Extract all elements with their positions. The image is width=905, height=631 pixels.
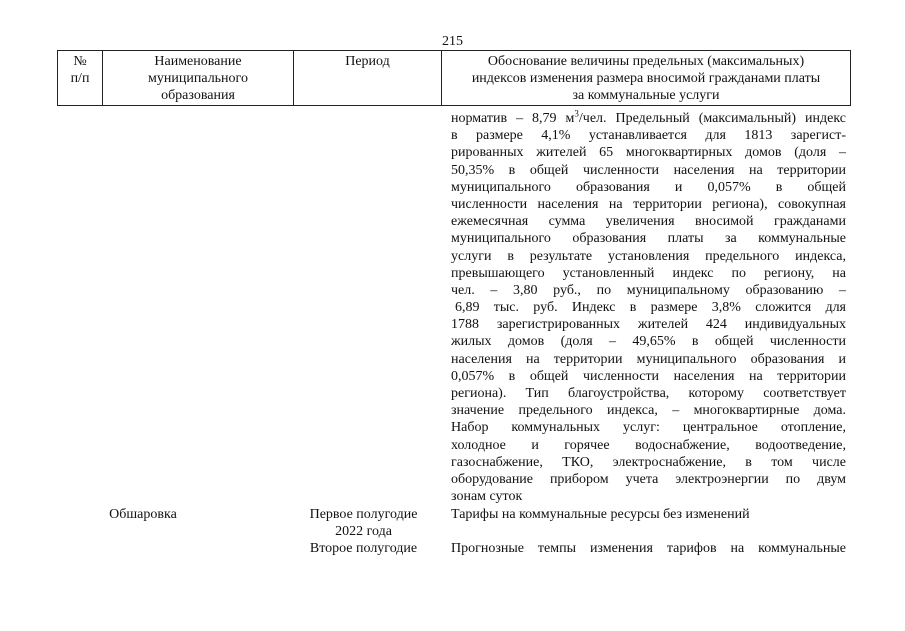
text-line: превышающего установленный индекс по региону, на xyxy=(451,265,846,281)
table-header xyxy=(57,50,851,106)
text-line: 0,057% в общей численности населения на территории xyxy=(451,368,846,384)
justification-first-half: Тарифы на коммунальные ресурсы без изменений xyxy=(451,507,750,522)
text-line: рированных жителей 65 многоквартирных домов (доля – xyxy=(451,145,846,161)
text-line: холодное и горячее водоснабжение, водоотведение, xyxy=(451,437,846,453)
text-line: оборудование прибором учета электроэнергии по двум xyxy=(451,471,846,487)
text-line: норматив – 8,79 $м^3$/чел. Предельный (максимальный) индекс xyxy=(451,108,846,126)
text-line: численности населения на территории региона), совокупная xyxy=(451,196,846,212)
text-line: зонам суток xyxy=(451,489,523,505)
municipality-name: Обшаровка xyxy=(109,507,177,522)
text-line: жилых домов (доля – 49,65% в общей численности xyxy=(451,334,846,350)
period-second-half: Второе полугодие xyxy=(309,541,418,556)
header-col-justification: Обоснование величины предельных (максимальных) индексов изменения размера вносимой гражданами платы за коммунальные услуги xyxy=(442,51,851,106)
text-line: населения на территории муниципального образования и xyxy=(451,351,846,367)
header-col-municipality: Наименование муниципального образования xyxy=(103,51,294,106)
justification-continuation-text xyxy=(451,110,846,505)
text-line: муниципального образования платы за коммунальные xyxy=(451,231,846,247)
text-line: 50,35% в общей численности населения на территории xyxy=(451,162,846,178)
page-number: 215 xyxy=(442,34,463,49)
text-line: чел. – 3,80 руб., по муниципальному образованию – xyxy=(451,282,846,298)
text-line: значение предельного индекса, – многоквартирные дома. xyxy=(451,403,846,419)
justification-second-half: Прогнозные темпы изменения тарифов на коммунальные xyxy=(451,541,846,556)
text-line: Набор коммунальных услуг: центральное отопление, xyxy=(451,420,846,436)
period-first-half: Первое полугодие 2022 года xyxy=(309,507,418,539)
text-line: муниципального образования и 0,057% в общей xyxy=(451,179,846,195)
header-row xyxy=(58,51,851,106)
header-col-number: № п/п xyxy=(58,51,103,106)
text-line: в размере 4,1% устанавливается для 1813 зарегист- xyxy=(451,128,846,144)
text-line: ежемесячная сумма увеличения вносимой гражданами xyxy=(451,214,846,230)
text-line: 1788 зарегистрированных жителей 424 индивидуальных xyxy=(451,317,846,333)
text-line: услуги в результате установления предельного индекса, xyxy=(451,248,846,264)
text-line: газоснабжение, ТКО, электроснабжение, в том числе xyxy=(451,454,846,470)
header-col-period: Период xyxy=(294,51,442,106)
text-line: региона). Тип благоустройства, которому соответствует xyxy=(451,386,846,401)
text-line: 6,89 тыс. руб. Индекс в размере 3,8% сложится для xyxy=(455,300,846,316)
